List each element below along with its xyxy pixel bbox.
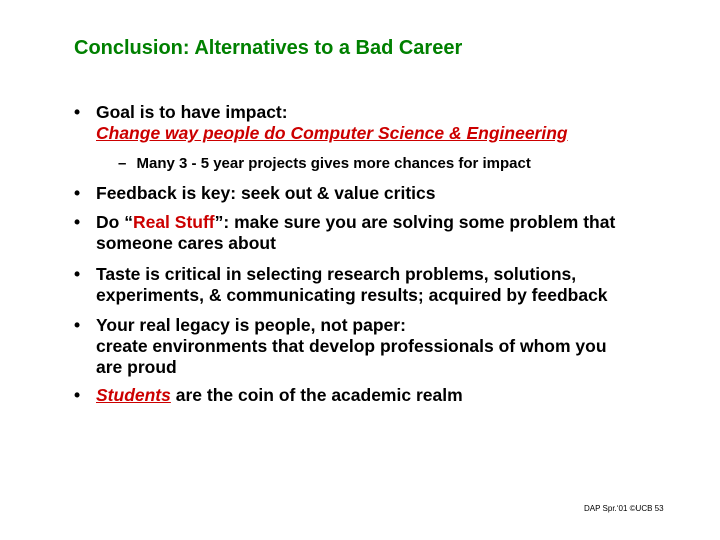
bullet-taste xyxy=(74,264,694,306)
bullet-legacy-line3: are proud xyxy=(96,357,177,377)
bullet-icon: • xyxy=(74,212,81,232)
bullet-taste-line2: experiments, & communicating results; acquired by feedback xyxy=(96,285,608,305)
bullet-icon: • xyxy=(74,315,81,335)
students-highlight: Students xyxy=(96,385,171,405)
bullet-icon: • xyxy=(74,102,81,122)
dash-icon: – xyxy=(118,155,127,172)
bullet-real-stuff-line2: someone cares about xyxy=(96,233,276,253)
bullet-feedback xyxy=(74,183,694,204)
students-post: are the coin of the academic realm xyxy=(170,385,463,405)
bullet-goal xyxy=(74,102,694,144)
slide-footer: DAP Spr.‘01 ©UCB 53 xyxy=(584,504,664,513)
bullet-students xyxy=(74,385,694,406)
bullet-real-stuff xyxy=(74,212,694,254)
bullet-legacy-line1: Your real legacy is people, not paper: xyxy=(96,315,406,335)
bullet-goal-line2: Change way people do Computer Science & Engineering xyxy=(96,123,568,143)
sub-bullet-text: Many 3 - 5 year projects gives more chances for impact xyxy=(136,155,531,172)
bullet-taste-line1: Taste is critical in selecting research problems, solutions, xyxy=(96,264,577,284)
bullet-legacy-line2: create environments that develop professionals of whom you xyxy=(96,336,607,356)
bullet-icon: • xyxy=(74,183,81,203)
real-stuff-pre: Do “ xyxy=(96,212,133,232)
sub-bullet xyxy=(118,155,531,173)
bullet-legacy xyxy=(74,315,694,378)
real-stuff-post: ”: make sure you are solving some problem that xyxy=(214,212,616,232)
bullet-real-stuff-line1 xyxy=(96,212,694,233)
bullet-feedback-text: Feedback is key: seek out & value critics xyxy=(96,183,436,203)
slide-title: Conclusion: Alternatives to a Bad Career xyxy=(74,37,463,59)
bullet-goal-line1: Goal is to have impact: xyxy=(96,102,288,122)
bullet-icon: • xyxy=(74,264,81,284)
bullet-students-text xyxy=(96,385,694,406)
real-stuff-highlight: Real Stuff xyxy=(132,212,215,232)
bullet-icon: • xyxy=(74,385,81,405)
